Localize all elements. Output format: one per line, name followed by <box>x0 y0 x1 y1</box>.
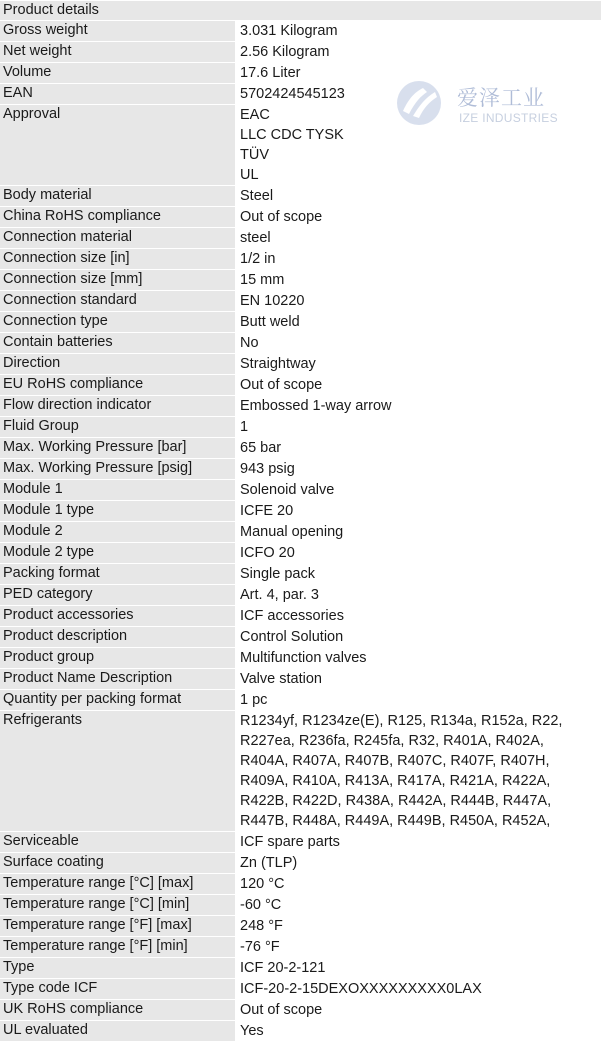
row-label: Quantity per packing format <box>0 690 235 710</box>
row-value-line: 1 pc <box>240 692 268 708</box>
row-value <box>235 958 601 978</box>
row-value-line: ICF spare parts <box>240 834 340 850</box>
row-label: EAN <box>0 84 235 104</box>
row-value <box>235 916 601 936</box>
row-label: Net weight <box>0 42 235 62</box>
table-row <box>0 354 601 375</box>
row-value <box>235 832 601 852</box>
row-label: Flow direction indicator <box>0 396 235 416</box>
row-label: Surface coating <box>0 853 235 873</box>
table-row <box>0 937 601 958</box>
row-value-line: -60 °C <box>240 897 282 913</box>
row-value <box>235 522 601 542</box>
row-value <box>235 564 601 584</box>
row-label: Type code ICF <box>0 979 235 999</box>
table-row <box>0 648 601 669</box>
row-value-line: -76 °F <box>240 939 280 955</box>
row-value <box>235 690 601 710</box>
row-value-line: Out of scope <box>240 377 323 393</box>
row-value <box>235 186 601 206</box>
table-row <box>0 312 601 333</box>
table-row <box>0 1021 601 1042</box>
row-value <box>235 396 601 416</box>
row-value <box>235 669 601 689</box>
table-body <box>0 21 601 1042</box>
row-value <box>235 105 601 185</box>
row-label: Module 2 <box>0 522 235 542</box>
row-value <box>235 543 601 563</box>
table-header: Product details <box>0 1 601 20</box>
row-label: Module 1 type <box>0 501 235 521</box>
row-value-line: 120 °C <box>240 876 285 892</box>
table-row <box>0 669 601 690</box>
row-label: Product Name Description <box>0 669 235 689</box>
row-value-line: R409A, R410A, R413A, R417A, R421A, R422A, <box>240 773 551 789</box>
row-label: UL evaluated <box>0 1021 235 1041</box>
row-value <box>235 270 601 290</box>
row-label: Connection size [in] <box>0 249 235 269</box>
row-value <box>235 375 601 395</box>
table-row <box>0 105 601 186</box>
table-row <box>0 979 601 1000</box>
row-value <box>235 979 601 999</box>
row-label: Module 2 type <box>0 543 235 563</box>
row-value <box>235 937 601 957</box>
row-value-line: ICF accessories <box>240 608 344 624</box>
row-label: Contain batteries <box>0 333 235 353</box>
row-label: Refrigerants <box>0 711 235 831</box>
row-value <box>235 84 601 104</box>
row-value <box>235 501 601 521</box>
row-label: Fluid Group <box>0 417 235 437</box>
row-value <box>235 648 601 668</box>
row-label: Body material <box>0 186 235 206</box>
row-value-line: Control Solution <box>240 629 344 645</box>
row-label: Direction <box>0 354 235 374</box>
row-value <box>235 228 601 248</box>
row-value-line: ICFE 20 <box>240 503 294 519</box>
table-row <box>0 895 601 916</box>
row-label: Connection standard <box>0 291 235 311</box>
row-value <box>235 249 601 269</box>
table-row <box>0 63 601 84</box>
row-label: Connection type <box>0 312 235 332</box>
row-label: Temperature range [°C] [max] <box>0 874 235 894</box>
table-row <box>0 606 601 627</box>
table-row <box>0 375 601 396</box>
row-label: Connection material <box>0 228 235 248</box>
row-value <box>235 711 601 831</box>
row-value-line: Manual opening <box>240 524 344 540</box>
row-value-line: No <box>240 335 259 351</box>
row-label: Max. Working Pressure [psig] <box>0 459 235 479</box>
row-label: Gross weight <box>0 21 235 41</box>
row-value <box>235 312 601 332</box>
row-label: UK RoHS compliance <box>0 1000 235 1020</box>
table-row <box>0 207 601 228</box>
row-value <box>235 207 601 227</box>
row-value-line: ICFO 20 <box>240 545 295 561</box>
row-value-line: Embossed 1-way arrow <box>240 398 392 414</box>
row-value <box>235 853 601 873</box>
table-row <box>0 291 601 312</box>
table-row <box>0 564 601 585</box>
row-value-line: Straightway <box>240 356 316 372</box>
row-value-line: 943 psig <box>240 461 295 477</box>
row-value-line: LLC CDC TYSK <box>240 127 344 143</box>
table-row <box>0 249 601 270</box>
row-value <box>235 480 601 500</box>
product-details-table <box>0 1 601 1042</box>
row-value-line: 17.6 Liter <box>240 65 301 81</box>
table-row <box>0 84 601 105</box>
row-value-line: EAC <box>240 107 270 123</box>
row-value-line: ICF-20-2-15DEXOXXXXXXXXX0LAX <box>240 981 482 997</box>
row-value <box>235 1021 601 1041</box>
row-value-line: TÜV <box>240 147 269 163</box>
row-value-line: 1/2 in <box>240 251 276 267</box>
row-value-line: 248 °F <box>240 918 283 934</box>
table-row <box>0 543 601 564</box>
row-value-line: 3.031 Kilogram <box>240 23 338 39</box>
row-value-line: 1 <box>240 419 249 435</box>
row-label: Product description <box>0 627 235 647</box>
row-value-line: steel <box>240 230 271 246</box>
table-row <box>0 916 601 937</box>
row-label: Serviceable <box>0 832 235 852</box>
table-row <box>0 690 601 711</box>
row-value <box>235 354 601 374</box>
row-value <box>235 606 601 626</box>
row-value-line: Out of scope <box>240 209 323 225</box>
table-row <box>0 627 601 648</box>
table-row <box>0 522 601 543</box>
row-label: Volume <box>0 63 235 83</box>
row-value-line: Single pack <box>240 566 315 582</box>
row-value-line: Steel <box>240 188 274 204</box>
row-label: Approval <box>0 105 235 185</box>
row-label: Product group <box>0 648 235 668</box>
table-row <box>0 42 601 63</box>
table-row <box>0 228 601 249</box>
table-row <box>0 417 601 438</box>
row-value-line: R227ea, R236fa, R245fa, R32, R401A, R402A, <box>240 733 544 749</box>
row-value <box>235 21 601 41</box>
table-row <box>0 711 601 832</box>
row-label: Temperature range [°C] [min] <box>0 895 235 915</box>
row-value <box>235 63 601 83</box>
row-value-line: R422B, R422D, R438A, R442A, R444B, R447A, <box>240 793 552 809</box>
row-value-line: R404A, R407A, R407B, R407C, R407F, R407H, <box>240 753 550 769</box>
table-row <box>0 1000 601 1021</box>
row-value-line: ICF 20-2-121 <box>240 960 326 976</box>
row-value-line: 65 bar <box>240 440 282 456</box>
row-value-line: Valve station <box>240 671 322 687</box>
table-row <box>0 21 601 42</box>
watermark-english-text: IZE INDUSTRIES <box>459 111 558 125</box>
row-value <box>235 333 601 353</box>
table-row <box>0 438 601 459</box>
row-value <box>235 627 601 647</box>
row-value <box>235 459 601 479</box>
table-row <box>0 501 601 522</box>
table-row <box>0 874 601 895</box>
row-value-line: Butt weld <box>240 314 300 330</box>
row-label: Max. Working Pressure [bar] <box>0 438 235 458</box>
table-header-row <box>0 1 601 21</box>
row-value <box>235 895 601 915</box>
table-row <box>0 585 601 606</box>
row-value-line: 2.56 Kilogram <box>240 44 330 60</box>
row-value-line: Art. 4, par. 3 <box>240 587 319 603</box>
table-row <box>0 333 601 354</box>
row-value-line: 5702424545123 <box>240 86 345 102</box>
row-value-line: R1234yf, R1234ze(E), R125, R134a, R152a, R22, <box>240 713 563 729</box>
row-value-line: EN 10220 <box>240 293 305 309</box>
table-row <box>0 459 601 480</box>
watermark-chinese-text: 爱泽工业 <box>457 86 545 110</box>
table-row <box>0 186 601 207</box>
row-label: Packing format <box>0 564 235 584</box>
row-value-line: Out of scope <box>240 1002 323 1018</box>
row-value <box>235 438 601 458</box>
row-value-line: Multifunction valves <box>240 650 367 666</box>
row-value <box>235 874 601 894</box>
row-label: EU RoHS compliance <box>0 375 235 395</box>
row-value <box>235 585 601 605</box>
row-value-line: Yes <box>240 1023 264 1039</box>
row-label: China RoHS compliance <box>0 207 235 227</box>
row-value-line: UL <box>240 167 259 183</box>
row-label: Type <box>0 958 235 978</box>
row-label: Module 1 <box>0 480 235 500</box>
row-value <box>235 42 601 62</box>
table-row <box>0 832 601 853</box>
row-label: Connection size [mm] <box>0 270 235 290</box>
row-value-line: Zn (TLP) <box>240 855 298 871</box>
table-row <box>0 480 601 501</box>
row-value <box>235 417 601 437</box>
row-value <box>235 291 601 311</box>
row-label: Temperature range [°F] [max] <box>0 916 235 936</box>
table-row <box>0 396 601 417</box>
row-value-line: Solenoid valve <box>240 482 335 498</box>
row-label: Temperature range [°F] [min] <box>0 937 235 957</box>
table-row <box>0 853 601 874</box>
table-row <box>0 958 601 979</box>
row-value <box>235 1000 601 1020</box>
table-row <box>0 270 601 291</box>
row-label: PED category <box>0 585 235 605</box>
row-label: Product accessories <box>0 606 235 626</box>
row-value-line: R447B, R448A, R449A, R449B, R450A, R452A, <box>240 813 551 829</box>
row-value-line: 15 mm <box>240 272 285 288</box>
